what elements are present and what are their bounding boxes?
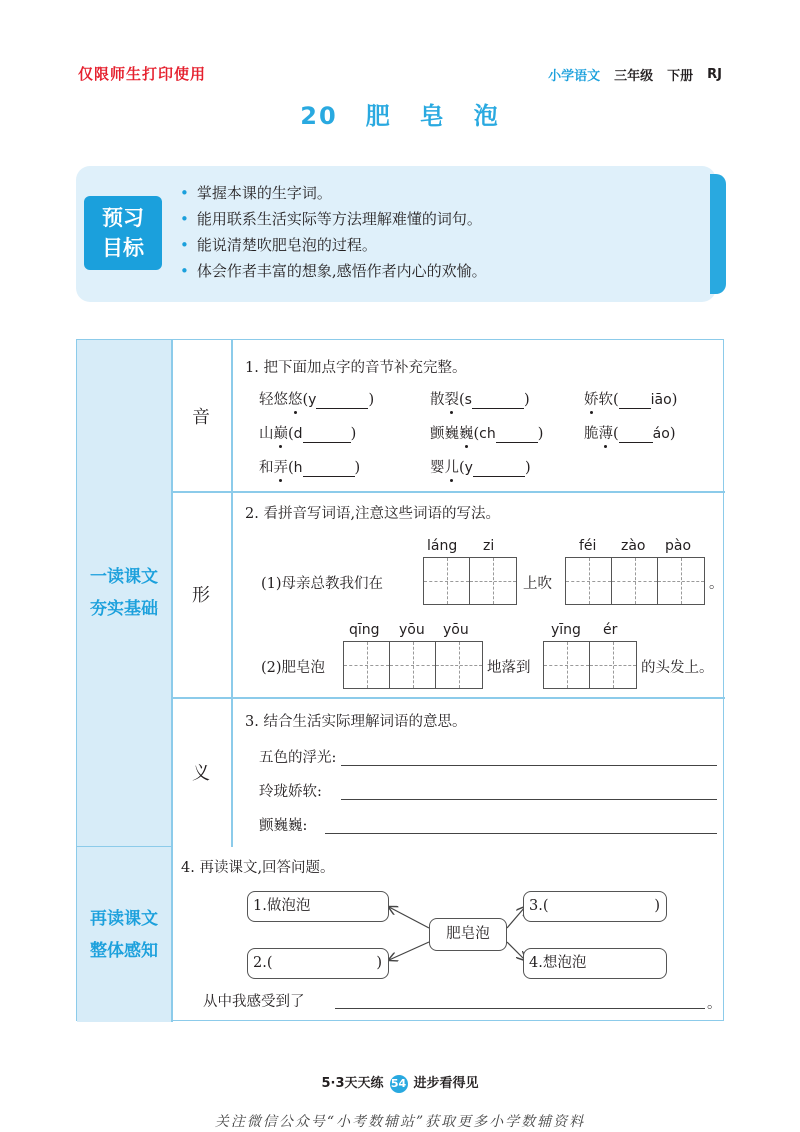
badge-line-1: 预习 xyxy=(102,206,144,230)
subcolumn-divider xyxy=(231,340,233,847)
q1-paren: ) xyxy=(524,460,531,476)
title-char-2: 皂 xyxy=(419,102,446,130)
q1-pinyin: y xyxy=(464,460,473,476)
row-divider xyxy=(171,697,725,699)
q1-pinyin: y xyxy=(308,392,317,408)
q1-pinyin: d xyxy=(293,426,303,442)
writing-grid[interactable] xyxy=(543,641,637,689)
pinyin-blank[interactable] xyxy=(303,426,351,443)
q1-item-1 xyxy=(259,388,374,409)
pinyin-blank[interactable] xyxy=(472,392,524,409)
section2-label-line1: 再读课文 xyxy=(90,908,158,929)
q2-prompt: 2. 看拼音写词语,注意这些词语的写法。 xyxy=(245,506,501,522)
pinyin-label: yōu xyxy=(443,622,469,638)
mindmap-box-4: 4.想泡泡 xyxy=(523,948,667,979)
q1-word-text: 散 xyxy=(430,392,445,408)
box2-open: 2.( xyxy=(253,955,273,971)
q3-term: 颤巍巍: xyxy=(259,818,308,834)
objectives-list xyxy=(180,180,487,284)
arrow-to-box2 xyxy=(389,942,429,960)
q1-dotted-char: 巅 xyxy=(273,426,288,442)
mindmap-box-1: 1.做泡泡 xyxy=(247,891,389,922)
box2-close: ) xyxy=(376,955,382,971)
q1-paren: ( xyxy=(459,460,465,476)
lesson-title xyxy=(0,96,800,131)
q1-paren: ( xyxy=(288,460,294,476)
q1-item-5 xyxy=(430,422,543,443)
q1-dotted-char: 娇 xyxy=(584,392,599,408)
mindmap-box-2[interactable] xyxy=(247,948,389,979)
q3-term: 玲珑娇软: xyxy=(259,784,322,800)
q1-paren: ) xyxy=(350,426,357,442)
pinyin-blank[interactable] xyxy=(316,392,368,409)
pinyin-label: zào xyxy=(621,538,646,554)
arrow-to-box1 xyxy=(389,907,429,928)
q1-paren: ( xyxy=(473,426,480,442)
grade-label: 三年级 xyxy=(614,69,654,84)
q1-dotted-char: 悠 xyxy=(288,392,303,408)
q2-sentence1-end: 。 xyxy=(709,576,724,592)
q1-item-4 xyxy=(259,422,356,443)
objectives-tab-decoration xyxy=(710,174,726,294)
q2-sentence2-end: 的头发上。 xyxy=(641,660,714,676)
section1-label-line2: 夯实基础 xyxy=(90,599,158,619)
lesson-number: 20 xyxy=(300,102,338,130)
q1-paren: ) xyxy=(669,426,676,442)
q1-word-text: 婴 xyxy=(430,460,445,476)
answer-line[interactable] xyxy=(341,765,717,766)
pinyin-blank[interactable] xyxy=(303,460,355,477)
q1-word-text: 和 xyxy=(259,460,274,476)
writing-grid[interactable] xyxy=(423,557,517,605)
q1-word-text: 颤巍 xyxy=(430,426,459,442)
pinyin-label: pào xyxy=(665,538,692,554)
preview-objectives-box xyxy=(76,166,716,302)
q4-feel-prefix: 从中我感受到了 xyxy=(203,994,305,1010)
row-divider xyxy=(171,491,725,493)
q1-pinyin: s xyxy=(464,392,472,408)
q1-pinyin: áo xyxy=(652,426,670,442)
objective-item: • 能说清楚吹肥皂泡的过程。 xyxy=(180,232,487,258)
pinyin-label: qīng xyxy=(349,622,380,638)
q1-dotted-char: 薄 xyxy=(598,426,613,442)
q4-prompt: 4. 再读课文,回答问题。 xyxy=(181,860,335,876)
q1-paren: ) xyxy=(368,392,375,408)
answer-line[interactable] xyxy=(325,833,717,834)
objective-item: • 体会作者丰富的想象,感悟作者内心的欢愉。 xyxy=(180,258,487,284)
section-label-read-two xyxy=(77,847,171,1022)
exercise-table xyxy=(76,339,724,1021)
q1-word-text: 轻悠 xyxy=(259,392,288,408)
book-info xyxy=(548,65,722,84)
q2-sentence2-mid: 地落到 xyxy=(487,660,531,676)
title-char-3: 泡 xyxy=(473,102,500,130)
q1-paren: ) xyxy=(523,392,530,408)
print-notice: 仅限师生打印使用 xyxy=(78,65,207,83)
answer-line[interactable] xyxy=(335,1008,705,1009)
writing-grid[interactable] xyxy=(565,557,705,605)
subject-label: 小学语文 xyxy=(548,69,601,84)
q1-pinyin: ch xyxy=(479,426,496,442)
q1-paren: ( xyxy=(302,392,309,408)
objective-item: • 掌握本课的生字词。 xyxy=(180,180,487,206)
q1-dotted-char: 巍 xyxy=(459,426,474,442)
q1-word-text: 山 xyxy=(259,426,274,442)
pinyin-blank[interactable] xyxy=(496,426,538,443)
bottom-note: 关注微信公众号“小考数辅站”获取更多小学数辅资料 xyxy=(214,1114,586,1130)
q1-paren: ( xyxy=(459,392,465,408)
q2-sentence1-prefix: (1)母亲总教我们在 xyxy=(261,576,384,592)
badge-line-2: 目标 xyxy=(102,236,144,260)
objective-item: • 能用联系生活实际等方法理解难懂的词句。 xyxy=(180,206,487,232)
q1-pinyin: iāo xyxy=(650,392,672,408)
writing-grid[interactable] xyxy=(343,641,483,689)
section2-label-line2: 整体感知 xyxy=(90,940,158,961)
pinyin-label: féi xyxy=(579,538,597,554)
pinyin-label: ér xyxy=(603,622,618,638)
answer-line[interactable] xyxy=(341,799,717,800)
mindmap-center: 肥皂泡 xyxy=(429,918,507,951)
sub-label-meaning: 义 xyxy=(192,763,210,784)
pinyin-label: láng xyxy=(427,538,458,554)
section-label-read-one xyxy=(77,340,171,847)
q1-paren: ) xyxy=(671,392,678,408)
q1-paren: ( xyxy=(613,426,619,442)
q1-word-text: 脆 xyxy=(584,426,599,442)
q1-item-3 xyxy=(584,388,677,409)
title-char-1: 肥 xyxy=(365,102,392,130)
q1-paren: ( xyxy=(613,392,619,408)
box3-open: 3.( xyxy=(529,898,549,914)
q1-word-text: 软 xyxy=(598,392,613,408)
pinyin-blank[interactable] xyxy=(619,426,653,443)
q1-paren: ) xyxy=(537,426,544,442)
q1-dotted-char: 裂 xyxy=(444,392,459,408)
q2-sentence1-mid: 上吹 xyxy=(523,576,552,592)
q3-term: 五色的浮光: xyxy=(259,750,337,766)
q1-item-2 xyxy=(430,388,530,409)
edition-label: RJ xyxy=(707,67,722,82)
footer-slogan: 进步看得见 xyxy=(413,1076,479,1091)
q1-paren: ( xyxy=(288,426,294,442)
page-number: 54 xyxy=(390,1075,408,1093)
q1-prompt: 1. 把下面加点字的音节补充完整。 xyxy=(245,360,467,376)
pinyin-label: yōu xyxy=(399,622,425,638)
section1-label-line1: 一读课文 xyxy=(90,567,158,587)
pinyin-blank[interactable] xyxy=(473,460,525,477)
q4-feel-end: 。 xyxy=(707,996,722,1012)
sub-label-form: 形 xyxy=(192,585,210,606)
pinyin-label: zi xyxy=(483,538,495,554)
q1-dotted-char: 儿 xyxy=(444,460,459,476)
q1-item-8 xyxy=(430,456,531,477)
page-footer xyxy=(0,1072,800,1093)
box3-close: ) xyxy=(654,898,660,914)
q3-prompt: 3. 结合生活实际理解词语的意思。 xyxy=(245,714,467,730)
q1-paren: ) xyxy=(354,460,361,476)
q2-sentence2-prefix: (2)肥皂泡 xyxy=(261,660,326,676)
q1-item-6 xyxy=(584,422,676,443)
footer-brand: 5·3天天练 xyxy=(321,1076,384,1091)
q1-dotted-char: 弄 xyxy=(273,460,288,476)
q1-pinyin: h xyxy=(293,460,303,476)
mindmap-box-3[interactable] xyxy=(523,891,667,922)
objectives-badge xyxy=(84,196,162,270)
pinyin-label: yīng xyxy=(551,622,581,638)
term-label: 下册 xyxy=(667,69,694,84)
sub-label-sound: 音 xyxy=(192,406,210,428)
pinyin-blank[interactable] xyxy=(619,392,651,409)
q1-item-7 xyxy=(259,456,360,477)
